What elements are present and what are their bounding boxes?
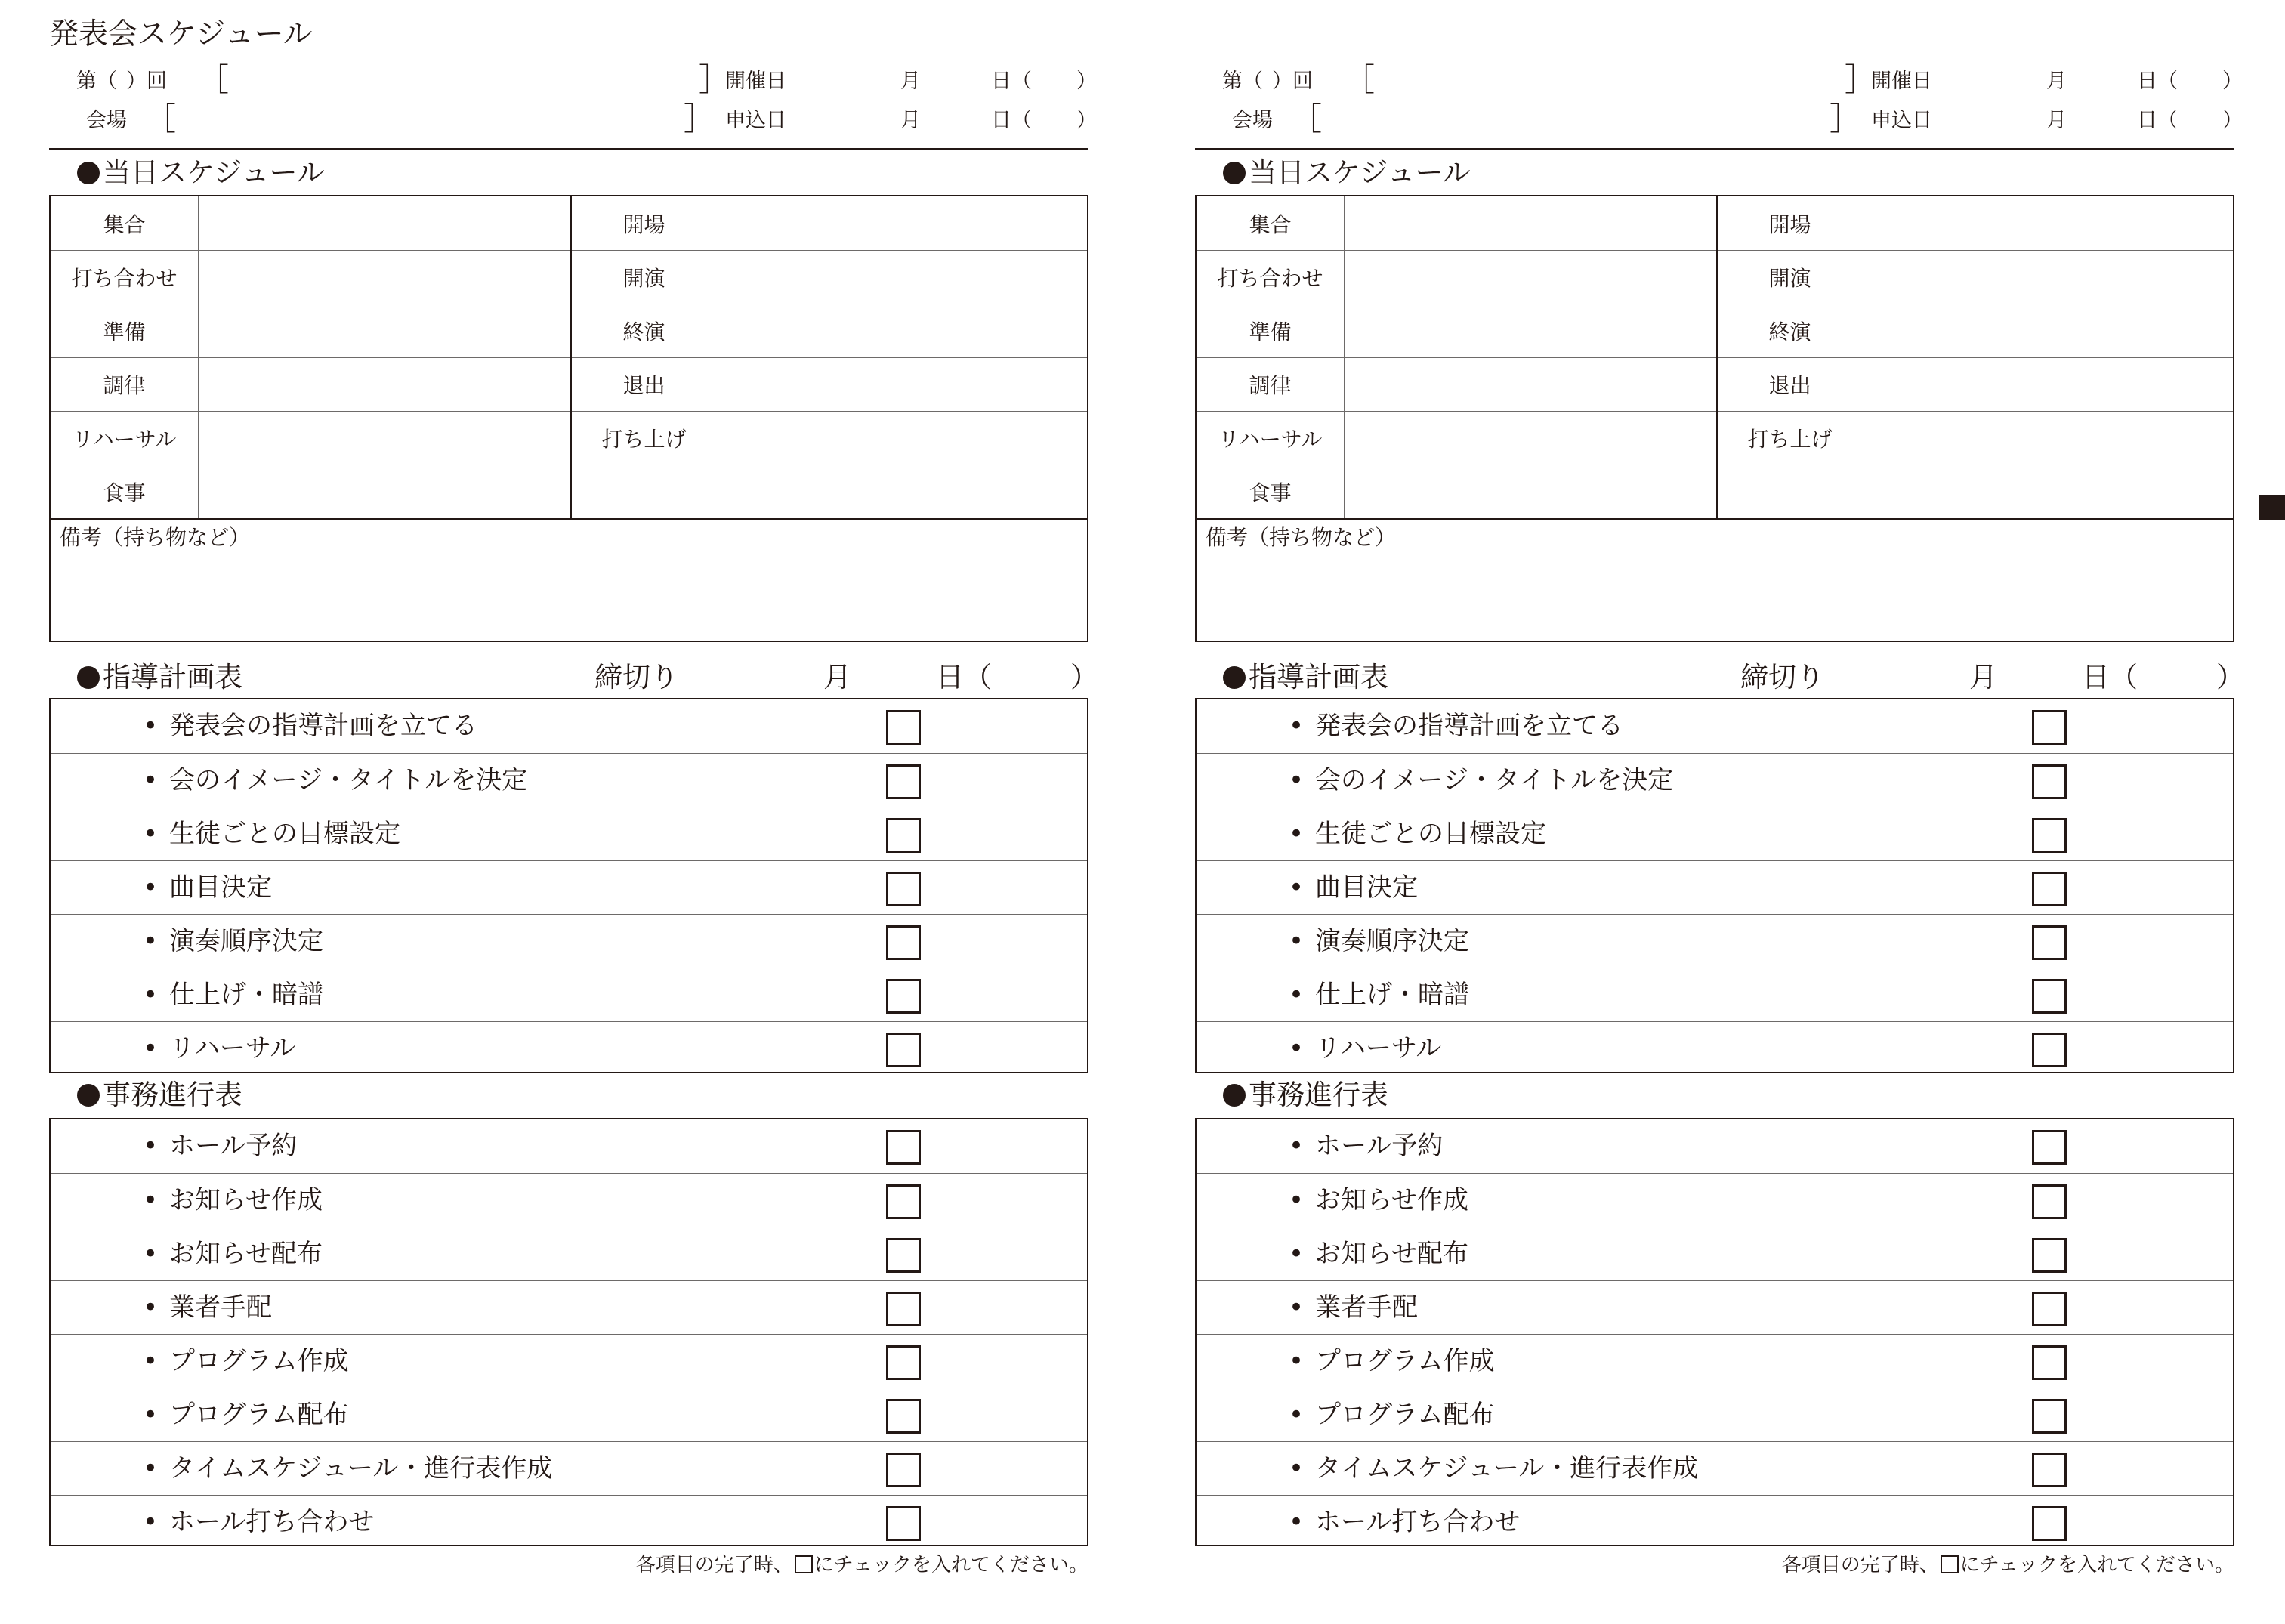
schedule-left-value-field[interactable] <box>198 304 570 357</box>
bullet-dot-icon <box>77 1084 100 1107</box>
bullet-dot-icon <box>1223 1084 1246 1107</box>
title-close-bracket: ］ <box>1845 61 1877 98</box>
event-day: 日（ <box>2137 69 2178 93</box>
checkbox[interactable] <box>886 1130 921 1165</box>
schedule-right-label: 終演 <box>1768 319 1811 344</box>
schedule-column-divider <box>198 196 199 518</box>
checklist-item-label: お知らせ配布 <box>1315 1239 1468 1269</box>
checklist-item-label: 演奏順序決定 <box>1315 926 1469 956</box>
bullet-dot-icon <box>77 162 100 184</box>
notes-field[interactable] <box>1197 518 2233 641</box>
schedule-row-divider <box>51 411 1087 412</box>
bullet: • <box>1289 1507 1305 1537</box>
schedule-right-value-field[interactable] <box>1864 411 2232 465</box>
bullet: • <box>143 1033 159 1064</box>
schedule-left-label: リハーサル <box>72 426 177 452</box>
checklist-item-label: 業者手配 <box>1315 1292 1418 1323</box>
checklist-row <box>1197 1441 2233 1495</box>
schedule-right-label: 開演 <box>622 265 665 291</box>
schedule-title-text: 当日スケジュール <box>1249 156 1471 189</box>
checklist-row <box>1197 1495 2233 1548</box>
checklist-item-label: タイムスケジュール・進行表作成 <box>1315 1453 1699 1484</box>
bullet: • <box>1289 1346 1305 1376</box>
schedule-left-label: 集合 <box>1249 211 1292 237</box>
checkbox[interactable] <box>886 818 921 853</box>
deadline-month: 月 <box>1969 661 1997 693</box>
event-close-paren: ） <box>1076 69 1097 93</box>
office-checklist <box>1195 1118 2234 1546</box>
title-close-bracket: ］ <box>699 61 731 98</box>
checklist-item-label: 仕上げ・暗譜 <box>169 980 323 1010</box>
schedule-left-label: 食事 <box>103 480 146 505</box>
apply-day: 日（ <box>2137 109 2178 132</box>
page-title: 発表会スケジュール <box>49 17 313 51</box>
checklist-item-label: 演奏順序決定 <box>169 926 323 956</box>
checkbox[interactable] <box>886 925 921 960</box>
bullet: • <box>143 1131 159 1161</box>
checklist-item-label: 会のイメージ・タイトルを決定 <box>1315 765 1674 795</box>
schedule-right-label: 開場 <box>1768 211 1811 237</box>
checkbox[interactable] <box>886 1033 921 1067</box>
schedule-right-label: 打ち上げ <box>601 426 687 452</box>
schedule-right-label: 打ち上げ <box>1747 426 1833 452</box>
notes-field[interactable] <box>51 518 1087 641</box>
schedule-left-value-field[interactable] <box>198 411 570 465</box>
checkbox[interactable] <box>2032 1238 2067 1273</box>
schedule-section-title <box>77 156 325 190</box>
checkbox[interactable] <box>2032 818 2067 853</box>
round-suffix: ）回 <box>126 69 167 93</box>
checklist-item-label: 曲目決定 <box>1315 872 1418 903</box>
header-row-venue <box>1195 100 2243 137</box>
venue-label: 会場 <box>86 109 127 132</box>
schedule-right-value-field[interactable] <box>1864 357 2232 411</box>
schedule-right-value-field[interactable] <box>718 357 1086 411</box>
checklist-row <box>1197 699 2233 753</box>
schedule-left-value-field[interactable] <box>198 250 570 304</box>
checklist-item-label: 生徒ごとの目標設定 <box>169 819 400 849</box>
checklist-row <box>51 1280 1087 1334</box>
checkbox[interactable] <box>2032 1345 2067 1380</box>
schedule-left-value-field[interactable] <box>1344 250 1716 304</box>
schedule-right-value-field[interactable] <box>1864 465 2232 518</box>
deadline-close-paren: ） <box>2216 661 2244 693</box>
checklist-item-label: お知らせ配布 <box>169 1239 323 1269</box>
checkbox-icon <box>795 1555 813 1573</box>
checkbox[interactable] <box>2032 979 2067 1014</box>
checklist-item-label: 発表会の指導計画を立てる <box>1315 711 1623 741</box>
footnote-after: にチェックを入れてください。 <box>814 1554 1088 1576</box>
event-month: 月 <box>2046 69 2067 93</box>
checkbox[interactable] <box>2032 925 2067 960</box>
checklist-item-label: タイムスケジュール・進行表作成 <box>169 1453 553 1484</box>
apply-date-label: 申込日 <box>725 109 786 132</box>
deadline-day: 日（ <box>2082 661 2138 693</box>
apply-day: 日（ <box>991 109 1032 132</box>
title-open-bracket: ［ <box>197 61 230 98</box>
guidance-title-text: 指導計画表 <box>1249 661 1388 693</box>
schedule-left-label: リハーサル <box>1218 426 1323 452</box>
office-section-title <box>1223 1078 1388 1113</box>
schedule-row-divider <box>1197 411 2233 412</box>
schedule-left-label: 調律 <box>103 372 146 398</box>
bullet: • <box>1289 980 1305 1010</box>
checklist-row <box>51 1441 1087 1495</box>
event-day: 日（ <box>991 69 1032 93</box>
bullet-dot-icon <box>77 666 100 689</box>
bullet-dot-icon <box>1223 666 1246 689</box>
header-divider <box>1195 148 2234 150</box>
deadline-day: 日（ <box>936 661 992 693</box>
checklist-row <box>51 807 1087 860</box>
venue-close-bracket: ］ <box>1830 100 1862 137</box>
checkbox[interactable] <box>2032 1033 2067 1067</box>
bullet: • <box>143 980 159 1010</box>
schedule-section-title <box>1223 156 1471 190</box>
checkbox-icon <box>1941 1555 1959 1573</box>
footnote-before: 各項目の完了時、 <box>1781 1554 1939 1576</box>
checkbox[interactable] <box>886 1453 921 1487</box>
bullet: • <box>1289 1185 1305 1215</box>
checklist-item-label: プログラム作成 <box>1315 1346 1495 1376</box>
venue-open-bracket: ［ <box>144 100 177 137</box>
checklist-item-label: プログラム配布 <box>169 1400 349 1430</box>
checklist-item-label: ホール予約 <box>169 1131 298 1161</box>
bullet: • <box>1289 819 1305 849</box>
checklist-row <box>1197 1173 2233 1227</box>
checklist-row <box>1197 1119 2233 1173</box>
checkbox[interactable] <box>2032 1399 2067 1434</box>
bullet: • <box>143 872 159 903</box>
bullet: • <box>1289 872 1305 903</box>
header-divider <box>49 148 1088 150</box>
checkbox[interactable] <box>886 764 921 799</box>
checklist-item-label: ホール予約 <box>1315 1131 1444 1161</box>
title-open-bracket: ［ <box>1343 61 1376 98</box>
checklist-row <box>1197 914 2233 968</box>
bullet: • <box>1289 1292 1305 1323</box>
checkbox[interactable] <box>886 710 921 745</box>
event-date-label: 開催日 <box>725 69 786 93</box>
checkbox[interactable] <box>2032 1453 2067 1487</box>
index-tab-marker <box>2259 495 2285 520</box>
header-row-venue <box>49 100 1097 137</box>
schedule-right-label: 退出 <box>1768 372 1811 398</box>
schedule-left-label: 打ち合わせ <box>71 265 178 291</box>
checkbox[interactable] <box>2032 872 2067 906</box>
checklist-item-label: プログラム配布 <box>1315 1400 1495 1430</box>
deadline-label: 締切り <box>594 661 678 693</box>
schedule-left-value-field[interactable] <box>198 357 570 411</box>
checklist-item-label: リハーサル <box>1315 1033 1442 1064</box>
checkbox[interactable] <box>886 1184 921 1219</box>
office-section-title <box>77 1078 242 1113</box>
schedule-left-value-field[interactable] <box>1344 411 1716 465</box>
schedule-right-label: 終演 <box>622 319 665 344</box>
schedule-left-label: 食事 <box>1249 480 1292 505</box>
bullet: • <box>143 711 159 741</box>
checklist-item-label: ホール打ち合わせ <box>1315 1507 1521 1537</box>
schedule-right-value-field[interactable] <box>1864 250 2232 304</box>
bullet: • <box>143 1453 159 1484</box>
schedule-right-value-field[interactable] <box>1864 304 2232 357</box>
checklist-item-label: プログラム作成 <box>169 1346 349 1376</box>
schedule-right-label <box>570 465 718 518</box>
bullet: • <box>1289 1131 1305 1161</box>
checklist-item-label: 仕上げ・暗譜 <box>1315 980 1469 1010</box>
checkbox[interactable] <box>886 1399 921 1434</box>
checklist-item-label: お知らせ作成 <box>169 1185 323 1215</box>
schedule-sheet-left <box>49 0 1098 1624</box>
guidance-checklist <box>49 698 1088 1073</box>
notes-label: 備考（持ち物など） <box>60 525 251 550</box>
office-title-text: 事務進行表 <box>103 1079 242 1111</box>
apply-close-paren: ） <box>1076 109 1097 132</box>
schedule-right-value-field[interactable] <box>718 196 1086 250</box>
checklist-row <box>1197 1280 2233 1334</box>
schedule-column-divider <box>1344 196 1345 518</box>
venue-open-bracket: ［ <box>1290 100 1323 137</box>
schedule-row-divider <box>51 357 1087 358</box>
checkbox[interactable] <box>2032 1130 2067 1165</box>
deadline-month: 月 <box>823 661 851 693</box>
schedule-right-value-field[interactable] <box>718 411 1086 465</box>
round-prefix: 第（ <box>76 69 117 93</box>
schedule-right-label: 退出 <box>622 372 665 398</box>
checklist-item-label: 生徒ごとの目標設定 <box>1315 819 1546 849</box>
schedule-row-divider <box>1197 250 2233 251</box>
notes-label: 備考（持ち物など） <box>1206 525 1397 550</box>
bullet: • <box>143 765 159 795</box>
schedule-right-value-field[interactable] <box>1864 196 2232 250</box>
schedule-sheet-right <box>1195 0 2244 1624</box>
checklist-row <box>1197 1227 2233 1280</box>
checklist-item-label: 会のイメージ・タイトルを決定 <box>169 765 528 795</box>
checklist-row <box>1197 1334 2233 1388</box>
guidance-section-title <box>1223 660 1388 695</box>
schedule-title-text: 当日スケジュール <box>103 156 325 189</box>
event-close-paren: ） <box>2222 69 2243 93</box>
checklist-row <box>51 968 1087 1021</box>
schedule-left-value-field[interactable] <box>1344 357 1716 411</box>
bullet: • <box>143 926 159 956</box>
checklist-row <box>1197 968 2233 1021</box>
apply-date-label: 申込日 <box>1871 109 1932 132</box>
schedule-left-label: 集合 <box>103 211 146 237</box>
checklist-row <box>51 1119 1087 1173</box>
venue-label: 会場 <box>1232 109 1273 132</box>
bullet: • <box>143 1292 159 1323</box>
schedule-column-divider <box>570 196 572 518</box>
bullet: • <box>143 1239 159 1269</box>
bullet: • <box>143 1346 159 1376</box>
schedule-left-value-field[interactable] <box>1344 304 1716 357</box>
bullet: • <box>1289 1453 1305 1484</box>
checkbox[interactable] <box>886 872 921 906</box>
schedule-left-value-field[interactable] <box>1344 196 1716 250</box>
header-row-round <box>49 61 1097 98</box>
checkbox[interactable] <box>886 1238 921 1273</box>
round-prefix: 第（ <box>1222 69 1263 93</box>
schedule-left-value-field[interactable] <box>198 465 570 518</box>
schedule-left-label: 準備 <box>1249 319 1292 344</box>
schedule-right-value-field[interactable] <box>718 465 1086 518</box>
day-schedule-table <box>1195 195 2234 642</box>
guidance-section-title <box>77 660 242 695</box>
checklist-item-label: 業者手配 <box>169 1292 272 1323</box>
event-date-label: 開催日 <box>1871 69 1932 93</box>
checklist-row <box>51 699 1087 753</box>
deadline-label: 締切り <box>1740 661 1824 693</box>
round-suffix: ）回 <box>1272 69 1313 93</box>
apply-month: 月 <box>900 109 921 132</box>
checkbox[interactable] <box>2032 1292 2067 1326</box>
deadline-close-paren: ） <box>1070 661 1098 693</box>
checklist-row <box>1197 1021 2233 1075</box>
apply-close-paren: ） <box>2222 109 2243 132</box>
checklist-item-label: お知らせ作成 <box>1315 1185 1468 1215</box>
bullet-dot-icon <box>1223 162 1246 184</box>
schedule-right-label: 開演 <box>1768 265 1811 291</box>
schedule-right-value-field[interactable] <box>718 250 1086 304</box>
checklist-row <box>1197 807 2233 860</box>
schedule-column-divider <box>1716 196 1718 518</box>
bullet: • <box>143 1400 159 1430</box>
schedule-left-value-field[interactable] <box>198 196 570 250</box>
event-month: 月 <box>900 69 921 93</box>
venue-close-bracket: ］ <box>684 100 716 137</box>
checklist-row <box>51 1021 1087 1075</box>
checklist-row <box>51 1334 1087 1388</box>
checklist-row <box>51 753 1087 807</box>
bullet: • <box>143 819 159 849</box>
bullet: • <box>143 1185 159 1215</box>
bullet: • <box>1289 1239 1305 1269</box>
checkbox[interactable] <box>886 1345 921 1380</box>
checklist-row <box>51 1227 1087 1280</box>
bullet: • <box>1289 1400 1305 1430</box>
schedule-right-label: 開場 <box>622 211 665 237</box>
office-title-text: 事務進行表 <box>1249 1079 1388 1111</box>
footnote <box>1782 1551 2234 1579</box>
day-schedule-table <box>49 195 1088 642</box>
checklist-row <box>51 1388 1087 1441</box>
checklist-row <box>51 1495 1087 1548</box>
checklist-item-label: リハーサル <box>169 1033 296 1064</box>
schedule-right-label <box>1716 465 1864 518</box>
checkbox[interactable] <box>2032 710 2067 745</box>
guidance-title-text: 指導計画表 <box>103 661 242 693</box>
footnote <box>636 1551 1088 1579</box>
schedule-left-label: 準備 <box>103 319 146 344</box>
bullet: • <box>1289 926 1305 956</box>
checklist-item-label: 曲目決定 <box>169 872 272 903</box>
checklist-row <box>1197 1388 2233 1441</box>
footnote-after: にチェックを入れてください。 <box>1959 1554 2234 1576</box>
checklist-item-label: 発表会の指導計画を立てる <box>169 711 477 741</box>
schedule-right-value-field[interactable] <box>718 304 1086 357</box>
checklist-row <box>1197 753 2233 807</box>
bullet: • <box>1289 765 1305 795</box>
bullet: • <box>1289 711 1305 741</box>
office-checklist <box>49 1118 1088 1546</box>
checkbox[interactable] <box>886 1506 921 1541</box>
checklist-item-label: ホール打ち合わせ <box>169 1507 375 1537</box>
checkbox[interactable] <box>886 979 921 1014</box>
checklist-row <box>1197 860 2233 914</box>
checkbox[interactable] <box>886 1292 921 1326</box>
header-row-round <box>1195 61 2243 98</box>
guidance-checklist <box>1195 698 2234 1073</box>
checklist-row <box>51 914 1087 968</box>
footnote-before: 各項目の完了時、 <box>635 1554 793 1576</box>
schedule-left-label: 打ち合わせ <box>1217 265 1323 291</box>
schedule-left-label: 調律 <box>1249 372 1292 398</box>
bullet: • <box>1289 1033 1305 1064</box>
checkbox[interactable] <box>2032 764 2067 799</box>
checklist-row <box>51 860 1087 914</box>
bullet: • <box>143 1507 159 1537</box>
schedule-left-value-field[interactable] <box>1344 465 1716 518</box>
checkbox[interactable] <box>2032 1184 2067 1219</box>
schedule-row-divider <box>1197 357 2233 358</box>
apply-month: 月 <box>2046 109 2067 132</box>
checkbox[interactable] <box>2032 1506 2067 1541</box>
checklist-row <box>51 1173 1087 1227</box>
schedule-row-divider <box>51 250 1087 251</box>
